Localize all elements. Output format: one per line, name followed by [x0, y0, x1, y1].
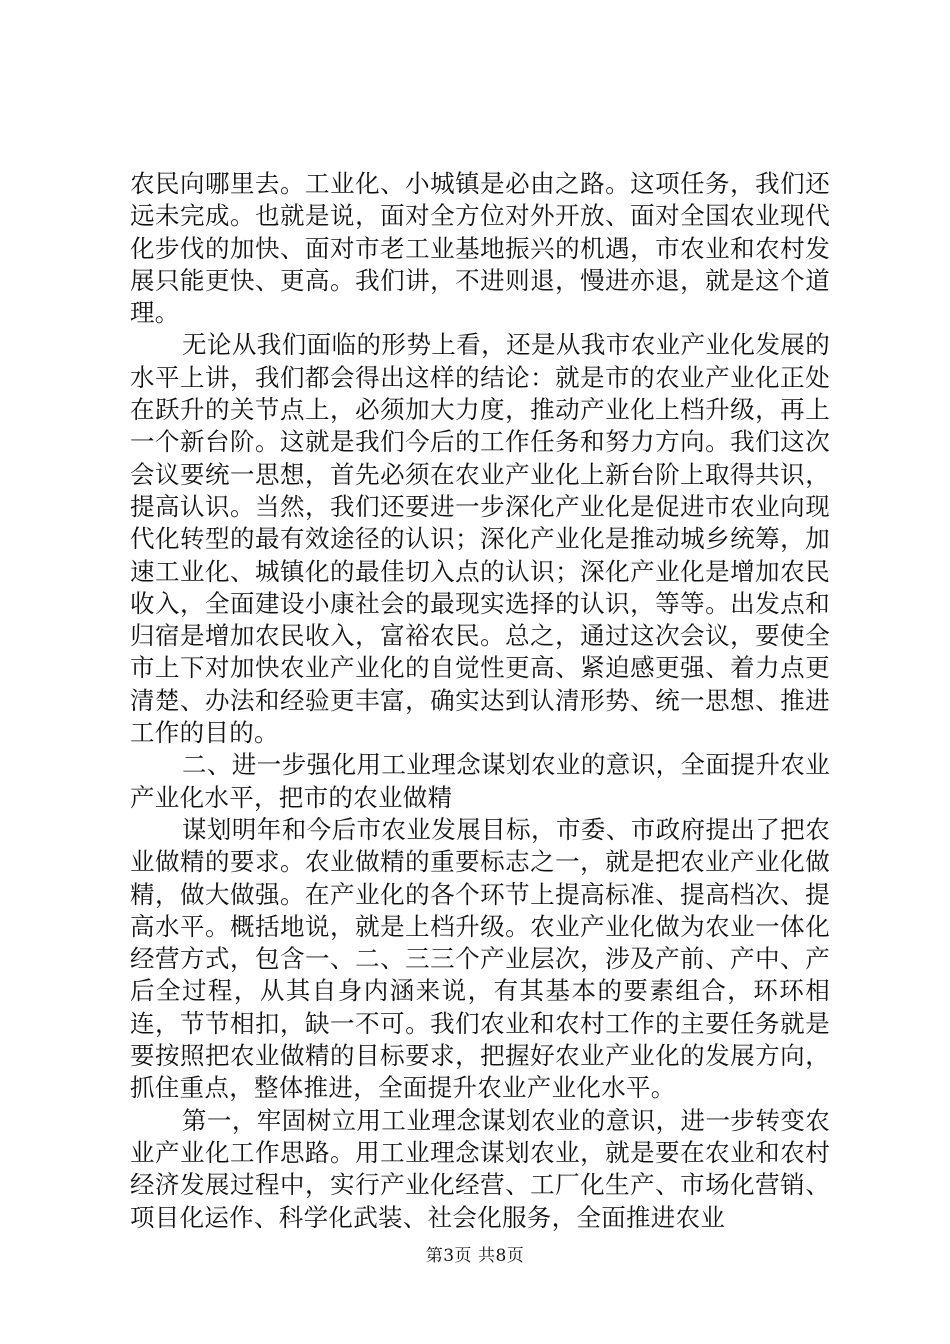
section-heading-2: 二、进一步强化用工业理念谋划农业的意识，全面提升农业产业化水平，把市的农业做精	[130, 750, 830, 812]
document-body	[130, 168, 830, 1234]
paragraph-1: 农民向哪里去。工业化、小城镇是必由之路。这项任务，我们还远未完成。也就是说，面对全方位对外开放、面对全国农业现代化步伐的加快、面对市老工业基地振兴的机遇，市农业和农村发展只能更快、更高。我们讲，不进则退，慢进亦退，就是这个道理。	[130, 169, 830, 328]
paragraph-2: 无论从我们面临的形势上看，还是从我市农业产业化发展的水平上讲，我们都会得出这样的结论：就是市的农业产业化正处在跃升的关节点上，必须加大力度，推动产业化上档升级，再上一个新台阶。这就是我们今后的工作任务和努力方向。我们这次会议要统一思想，首先必须在农业产业化上新台阶上取得共识，提高认识。当然，我们还要进一步深化产业化是促进市农业向现代化转型的最有效途径的认识；深化产业化是推动城乡统筹，加速工业化、城镇化的最佳切入点的认识；深化产业化是增加农民收入，全面建设小康社会的最现实选择的认识，等等。出发点和归宿是增加农民收入，富裕农民。总之，通过这次会议，要使全市上下对加快农业产业化的自觉性更高、紧迫感更强、着力点更清楚、办法和经验更丰富，确实达到认清形势、统一思想、推进工作的目的。	[130, 330, 830, 748]
page-number-footer: 第3页 共8页	[425, 1246, 525, 1266]
paragraph-3: 谋划明年和今后市农业发展目标，市委、市政府提出了把农业做精的要求。农业做精的重要标志之一，就是把农业产业化做精，做大做强。在产业化的各个环节上提高标准、提高档次、提高水平。概括地说，就是上档升级。农业产业化做为农业一体化经营方式，包含一、二、三三个产业层次，涉及产前、产中、产后全过程，从其自身内涵来说，有其基本的要素组合，环环相连，节节相扣，缺一不可。我们农业和农村工作的主要任务就是要按照把农业做精的目标要求，把握好农业产业化的发展方向，抓住重点，整体推进，全面提升农业产业化水平。	[130, 814, 830, 1103]
paragraph-4: 第一，牢固树立用工业理念谋划农业的意识，进一步转变农业产业化工作思路。用工业理念谋划农业，就是要在农业和农村经济发展过程中，实行产业化经营、工厂化生产、市场化营销、项目化运作、科学化武装、社会化服务，全面推进农业	[130, 1105, 830, 1232]
